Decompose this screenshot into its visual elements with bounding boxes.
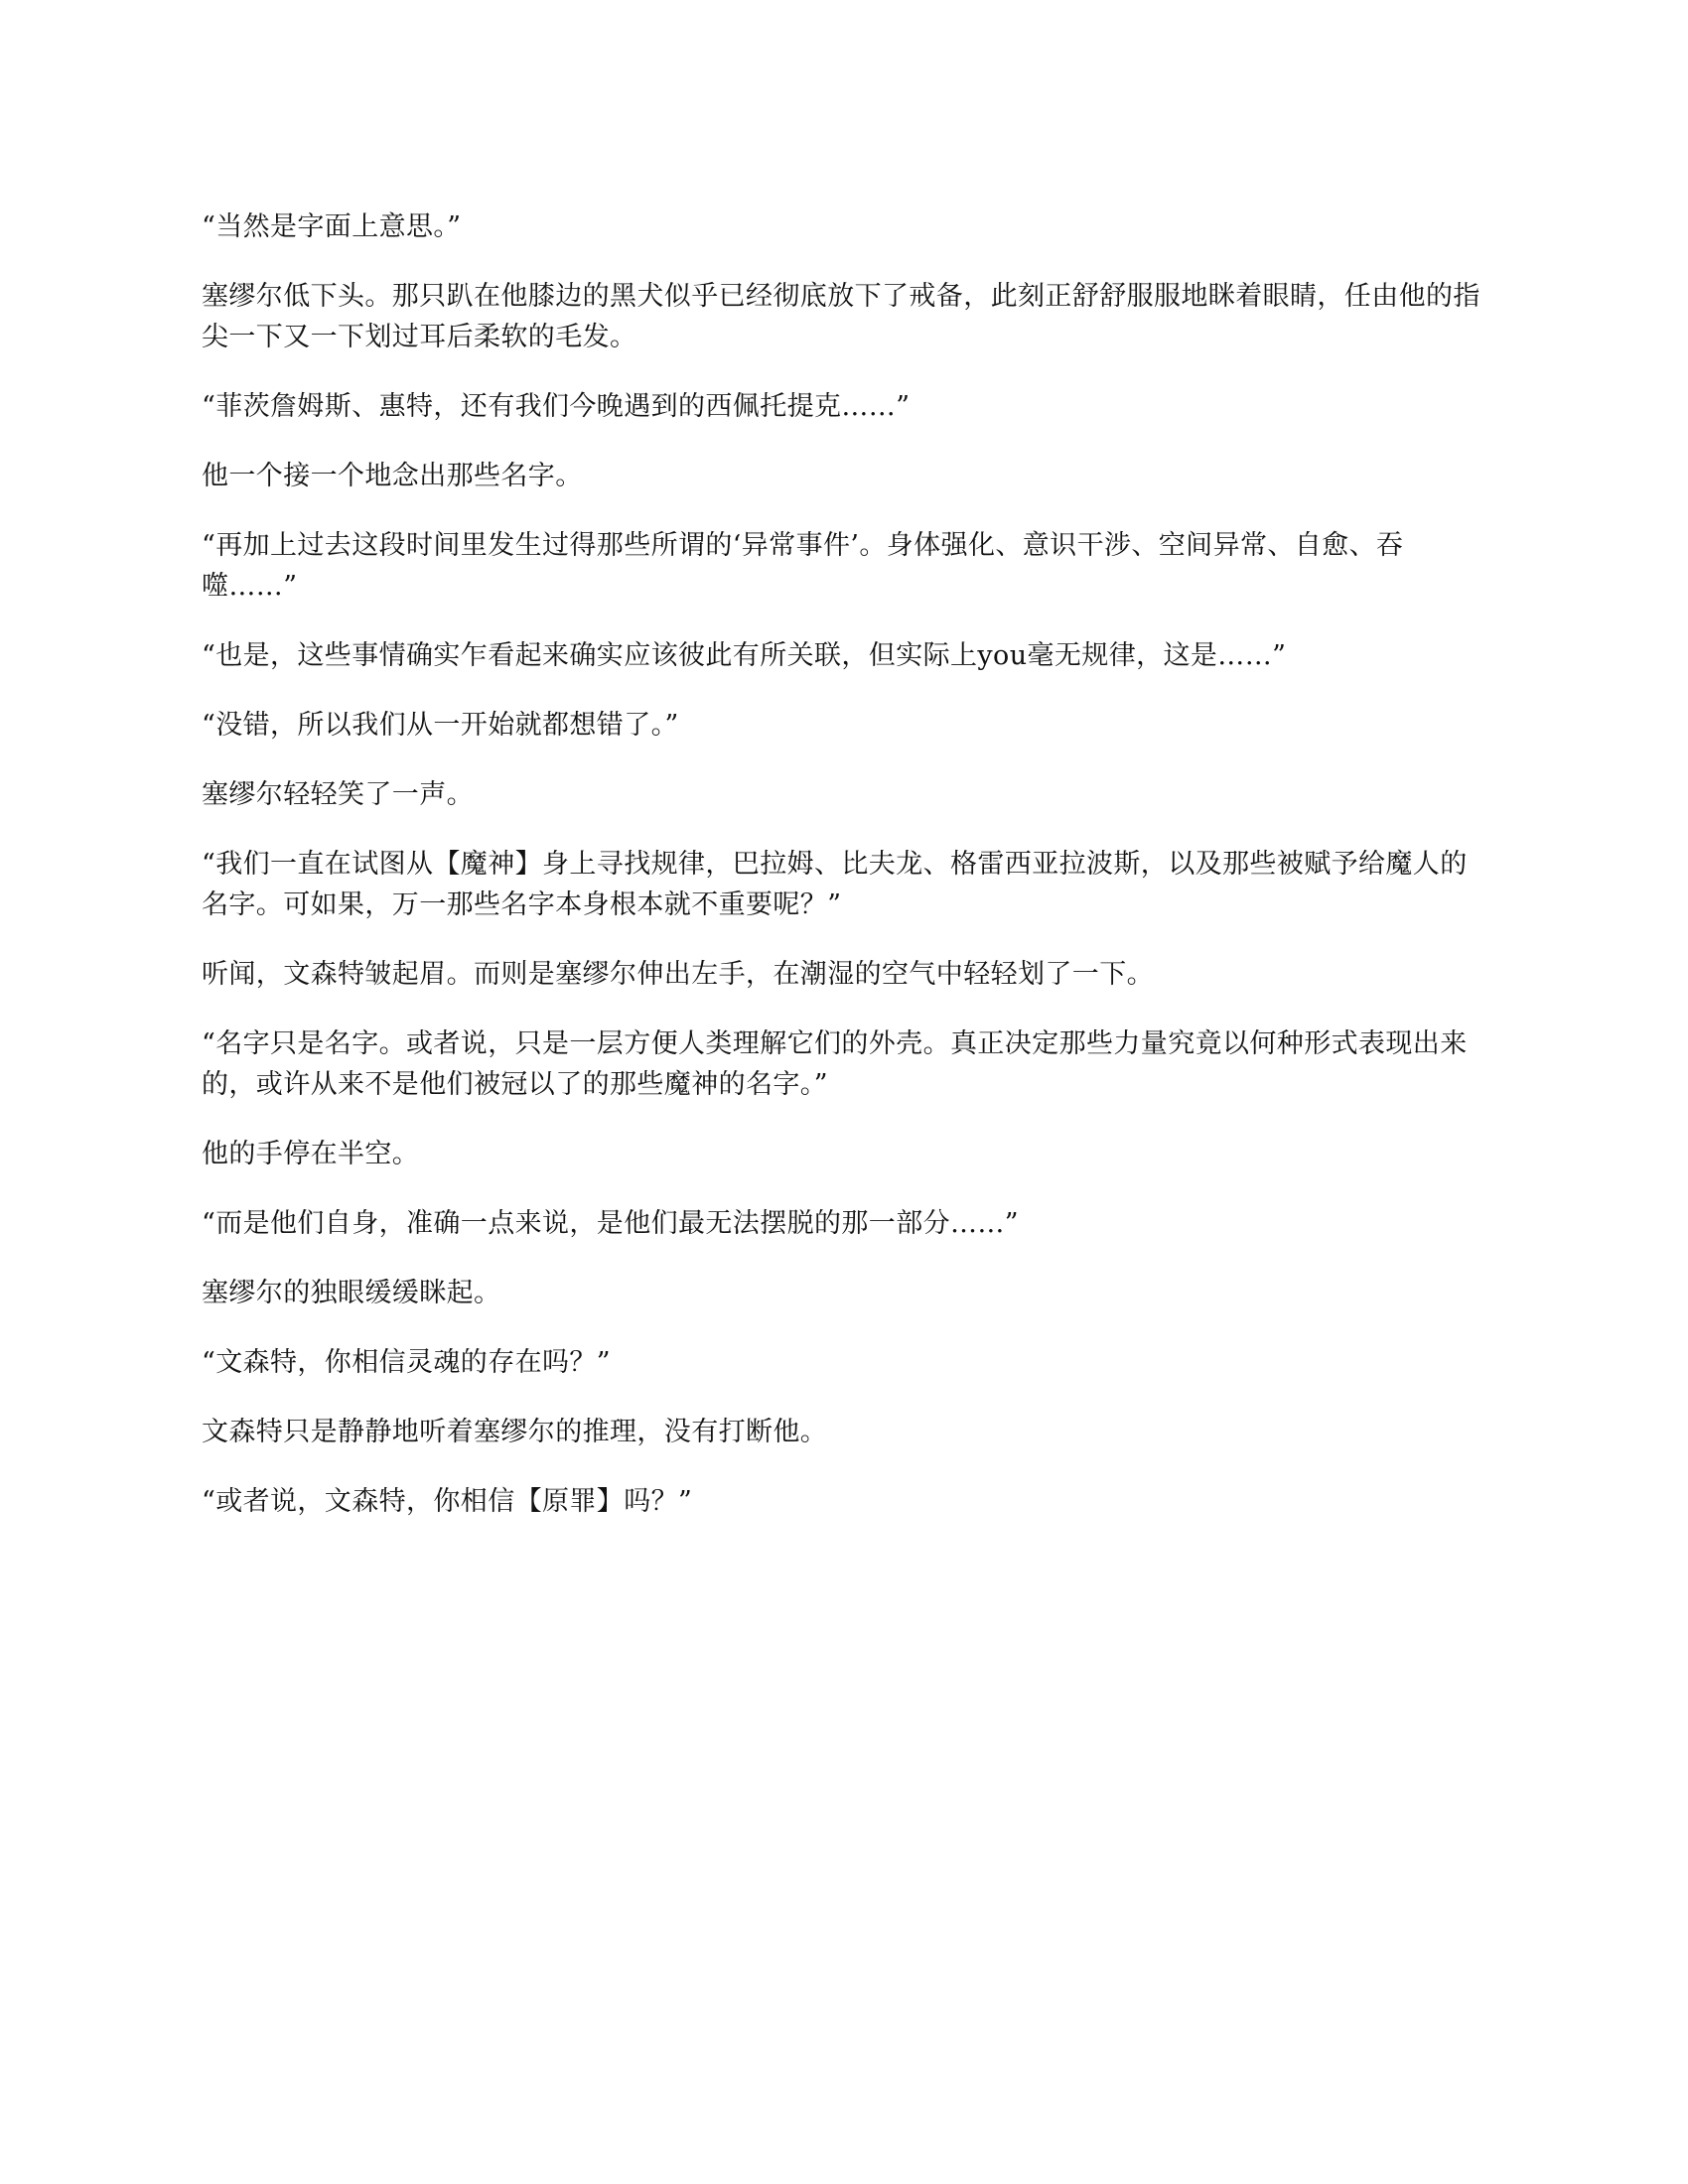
paragraph: “再加上过去这段时间里发生过得那些所谓的‘异常事件’。身体强化、意识干涉、空间异常、自愈、吞噬……” (202, 530, 1404, 602)
paragraph: 文森特只是静静地听着塞缪尔的推理，没有打断他。 (202, 1417, 828, 1447)
paragraph: 塞缪尔低下头。那只趴在他膝边的黑犬似乎已经彻底放下了戒备，此刻正舒舒服服地眯着眼睛，任由他的指尖一下又一下划过耳后柔软的毛发。 (202, 281, 1480, 352)
document-body (202, 206, 1492, 1551)
paragraph: 他一个接一个地念出那些名字。 (202, 461, 583, 491)
paragraph: “而是他们自身，准确一点来说，是他们最无法摆脱的那一部分……” (202, 1208, 1020, 1239)
paragraph: “当然是字面上意思。” (202, 211, 462, 242)
paragraph: “文森特，你相信灵魂的存在吗？” (202, 1347, 612, 1378)
paragraph: “没错，所以我们从一开始就都想错了。” (202, 710, 679, 741)
paragraph: “或者说，文森特，你相信【原罪】吗？” (202, 1486, 693, 1517)
paragraph: “名字只是名字。或者说，只是一层方便人类理解它们的外壳。真正决定那些力量究竟以何种形式表现出来的，或许从来不是他们被冠以了的那些魔神的名字。” (202, 1028, 1468, 1100)
paragraph: “菲茨詹姆斯、惠特，还有我们今晚遇到的西佩托提克……” (202, 391, 911, 422)
paragraph: 听闻，文森特皱起眉。而则是塞缪尔伸出左手，在潮湿的空气中轻轻划了一下。 (202, 959, 1154, 990)
paragraph: 他的手停在半空。 (202, 1139, 420, 1169)
paragraph: “也是，这些事情确实乍看起来确实应该彼此有所关联，但实际上you毫无规律，这是……” (202, 640, 1287, 671)
paragraph: 塞缪尔轻轻笑了一声。 (202, 779, 474, 810)
paragraph: “我们一直在试图从【魔神】身上寻找规律，巴拉姆、比夫龙、格雷西亚拉波斯，以及那些被赋予给魔人的名字。可如果，万一那些名字本身根本就不重要呢？” (202, 849, 1468, 920)
paragraph: 塞缪尔的独眼缓缓眯起。 (202, 1278, 501, 1308)
